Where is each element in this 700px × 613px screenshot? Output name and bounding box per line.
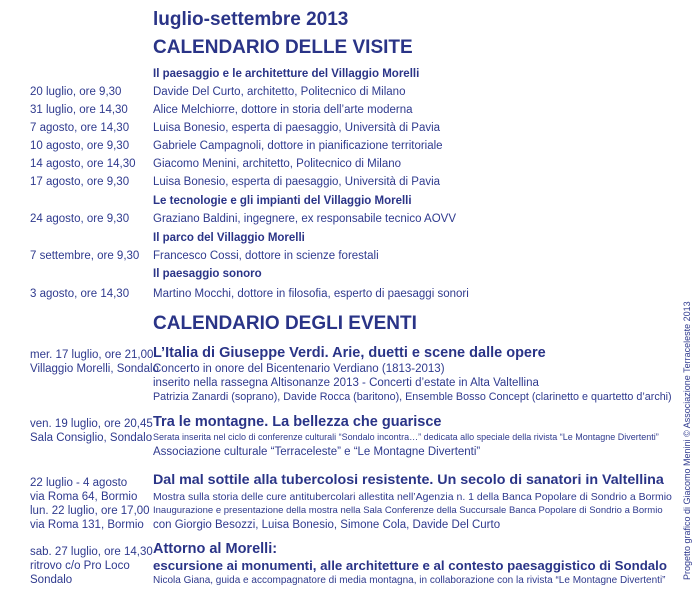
- visit-date: 31 luglio, ore 14,30: [30, 104, 128, 116]
- event-title: Attorno al Morelli:: [153, 541, 278, 557]
- visit-date: 7 settembre, ore 9,30: [30, 250, 140, 262]
- visit-guide: Giacomo Menini, architetto, Politecnico di Milano: [153, 158, 402, 170]
- event-title: L’Italia di Giuseppe Verdi. Arie, duetti e scene dalle opere: [153, 345, 546, 361]
- visit-guide: Luisa Bonesio, esperta di paesaggio, Università di Pavia: [153, 176, 441, 188]
- event-detail: con Giorgio Besozzi, Luisa Bonesio, Simone Cola, Davide Del Curto: [153, 519, 501, 531]
- event-place: via Roma 131, Bormio: [30, 519, 144, 531]
- event-detail: inserito nella rassegna Altisonanze 2013 - Concerti d’estate in Alta Valtellina: [153, 377, 539, 389]
- visit-date: 3 agosto, ore 14,30: [30, 288, 130, 300]
- event-detail: Patrizia Zanardi (soprano), Davide Rocca (baritono), Ensemble Bosso Concept (clarinetto e quartetto d’archi): [153, 391, 672, 403]
- visit-date: 7 agosto, ore 14,30: [30, 122, 130, 134]
- visit-date: 10 agosto, ore 9,30: [30, 140, 130, 152]
- event-detail: Inaugurazione e presentazione della mostra nella Sala Conferenze della Succursale Banca Popolare di Sondrio a Bormio: [153, 505, 663, 516]
- visit-guide: Alice Melchiorre, dottore in storia dell’arte moderna: [153, 104, 413, 116]
- visit-date: 24 agosto, ore 9,30: [30, 213, 130, 225]
- visit-date: 20 luglio, ore 9,30: [30, 86, 122, 98]
- visit-guide: Luisa Bonesio, esperta di paesaggio, Università di Pavia: [153, 122, 441, 134]
- event-date: lun. 22 luglio, ore 17,00: [30, 505, 150, 517]
- visit-date: 17 agosto, ore 9,30: [30, 176, 130, 188]
- visit-guide: Gabriele Campagnoli, dottore in pianificazione territoriale: [153, 140, 443, 152]
- event-detail: Nicola Giana, guida e accompagnatore di media montagna, in collaborazione con la rivista “Le Montagne Divertenti”: [153, 575, 666, 586]
- event-detail: Concerto in onore del Bicentenario Verdiano (1813-2013): [153, 363, 445, 375]
- event-date: mer. 17 luglio, ore 21,00: [30, 349, 154, 361]
- event-detail: Associazione culturale “Terraceleste” e “Le Montagne Divertenti”: [153, 446, 481, 458]
- visit-guide: Martino Mocchi, dottore in filosofia, esperto di paesaggi sonori: [153, 288, 469, 300]
- visit-guide: Graziano Baldini, ingegnere, ex responsabile tecnico AOVV: [153, 213, 457, 225]
- visit-guide: Francesco Cossi, dottore in scienze forestali: [153, 250, 379, 262]
- event-detail: Mostra sulla storia delle cure antitubercolari allestita nell’Agenzia n. 1 della Banca Popolare di Sondrio a Bormio: [153, 491, 672, 503]
- event-date: 22 luglio - 4 agosto: [30, 477, 128, 489]
- event-detail: Serata inserita nel ciclo di conferenze culturali “Sondalo incontra…” dedicata allo speciale della rivista “Le Montagne Divertenti”: [153, 432, 659, 442]
- visit-date: 14 agosto, ore 14,30: [30, 158, 136, 170]
- event-place: Villaggio Morelli, Sondalo: [30, 363, 159, 375]
- events-heading: CALENDARIO DEGLI EVENTI: [153, 313, 417, 334]
- event-title: Tra le montagne. La bellezza che guarisce: [153, 414, 442, 430]
- visits-heading: CALENDARIO DELLE VISITE: [153, 37, 413, 58]
- event-place: Sala Consiglio, Sondalo: [30, 432, 153, 444]
- section-title: Il paesaggio sonoro: [153, 268, 262, 280]
- period-heading: luglio-settembre 2013: [153, 9, 349, 30]
- event-title: Dal mal sottile alla tubercolosi resistente. Un secolo di sanatori in Valtellina: [153, 472, 664, 488]
- section-title: Le tecnologie e gli impianti del Villaggio Morelli: [153, 195, 412, 207]
- event-place: ritrovo c/o Pro Loco: [30, 560, 130, 572]
- event-date: sab. 27 luglio, ore 14,30: [30, 546, 153, 558]
- event-place: via Roma 64, Bormio: [30, 491, 138, 503]
- section-title: Il paesaggio e le architetture del Villaggio Morelli: [153, 68, 420, 80]
- section-title: Il parco del Villaggio Morelli: [153, 232, 305, 244]
- event-place: Sondalo: [30, 574, 73, 586]
- visit-guide: Davide Del Curto, architetto, Politecnico di Milano: [153, 86, 406, 98]
- credit-line: Progetto grafico di Giacomo Menini © Associazione Terraceleste 2013: [682, 301, 692, 580]
- event-date: ven. 19 luglio, ore 20,45: [30, 418, 153, 430]
- event-subtitle: escursione ai monumenti, alle architetture e al contesto paesaggistico di Sondalo: [153, 558, 667, 573]
